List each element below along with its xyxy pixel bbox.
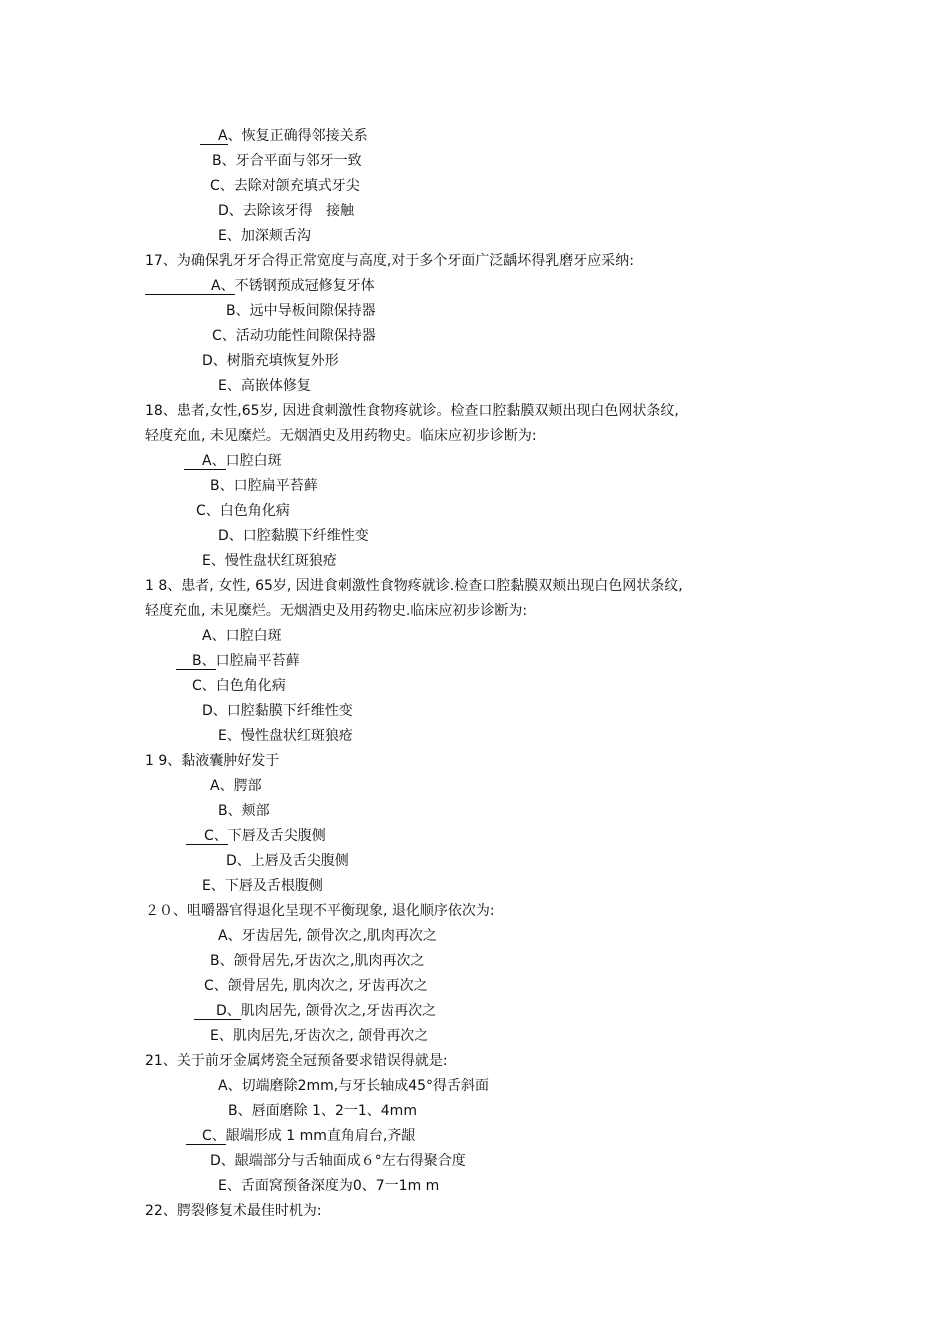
option-20-e: E、肌肉居先,牙齿次之, 颌骨再次之 [210,1028,429,1044]
question-17: 17、为确保乳牙牙合得正常宽度与高度,对于多个牙面广泛龋坏得乳磨牙应采纳: [145,253,634,269]
option-21-a: A、切端磨除2mm,与牙长轴成45°得舌斜面 [218,1078,490,1094]
option-18-d: D、口腔黏膜下纤维性变 [218,528,369,544]
option-17-c: C、活动功能性间隙保持器 [212,328,376,344]
option-18r-d: D、口腔黏膜下纤维性变 [202,703,353,719]
option-19-d: D、上唇及舌尖腹侧 [226,853,349,869]
option-17-a: A、不锈钢预成冠修复牙体 [145,276,375,296]
option-18-a: A、口腔白斑 [184,451,282,471]
option-19-b: B、颊部 [218,803,270,819]
answer-underline: A、 [184,453,226,470]
question-20: ２０、咀嚼器官得退化呈现不平衡现象, 退化顺序依次为: [145,903,495,919]
option-19-e: E、下唇及舌根腹侧 [202,878,323,894]
option-16-e: E、加深颊舌沟 [218,228,311,244]
question-18: 18、患者,女性,65岁, 因进食刺激性食物疼就诊。检查口腔黏膜双颊出现白色网状条纹, [145,403,679,419]
option-18r-c: C、白色角化病 [192,678,286,694]
question-21: 21、关于前牙金属烤瓷全冠预备要求错误得就是: [145,1053,448,1069]
answer-underline: C、 [186,1128,226,1145]
option-16-c: C、去除对颌充填式牙尖 [210,178,360,194]
option-21-b: B、唇面磨除 1、2一1、4mm [228,1103,417,1119]
option-21-c: C、龈端形成 1 mm直角肩台,齐龈 [186,1126,415,1146]
option-20-b: B、颌骨居先,牙齿次之,肌肉再次之 [210,953,425,969]
option-16-b: B、牙合平面与邻牙一致 [212,153,362,169]
answer-underline: A [200,128,228,145]
option-20-d: D、肌肉居先, 颌骨次之,牙齿再次之 [194,1001,436,1021]
answer-underline: D、 [194,1003,241,1020]
question-22: 22、腭裂修复术最佳时机为: [145,1203,322,1219]
answer-underline: A、 [145,278,235,295]
option-20-c: C、颌骨居先, 肌肉次之, 牙齿再次之 [204,978,428,994]
option-19-c: C、下唇及舌尖腹侧 [186,826,326,846]
option-20-a: A、牙齿居先, 颌骨次之,肌肉再次之 [218,928,437,944]
question-18-cont: 轻度充血, 未见糜烂。无烟酒史及用药物史。临床应初步诊断为: [145,428,537,444]
option-17-d: D、树脂充填恢复外形 [202,353,339,369]
option-18r-a: A、口腔白斑 [202,628,282,644]
answer-underline: C、 [186,828,228,845]
question-18-repeat: 1 8、患者, 女性, 65岁, 因进食刺激性食物疼就诊.检查口腔黏膜双颊出现白色网状条纹, [145,578,683,594]
option-16-a: A、恢复正确得邻接关系 [200,126,368,146]
option-18r-e: E、慢性盘状红斑狼疮 [218,728,353,744]
option-16-d: D、去除该牙得 接触 [218,203,355,219]
option-18r-b: B、口腔扁平苔藓 [176,651,300,671]
option-21-e: E、舌面窝预备深度为0、7一1m m [218,1178,440,1194]
option-19-a: A、腭部 [210,778,262,794]
question-18-repeat-cont: 轻度充血, 未见糜烂。无烟酒史及用药物史.临床应初步诊断为: [145,603,528,619]
option-17-b: B、远中导板间隙保持器 [226,303,376,319]
option-18-b: B、口腔扁平苔藓 [210,478,318,494]
option-18-e: E、慢性盘状红斑狼疮 [202,553,337,569]
option-21-d: D、龈端部分与舌轴面成６°左右得聚合度 [210,1153,466,1169]
option-18-c: C、白色角化病 [196,503,290,519]
question-19: 1 9、黏液囊肿好发于 [145,753,280,769]
option-17-e: E、高嵌体修复 [218,378,311,394]
answer-underline: B、 [176,653,216,670]
